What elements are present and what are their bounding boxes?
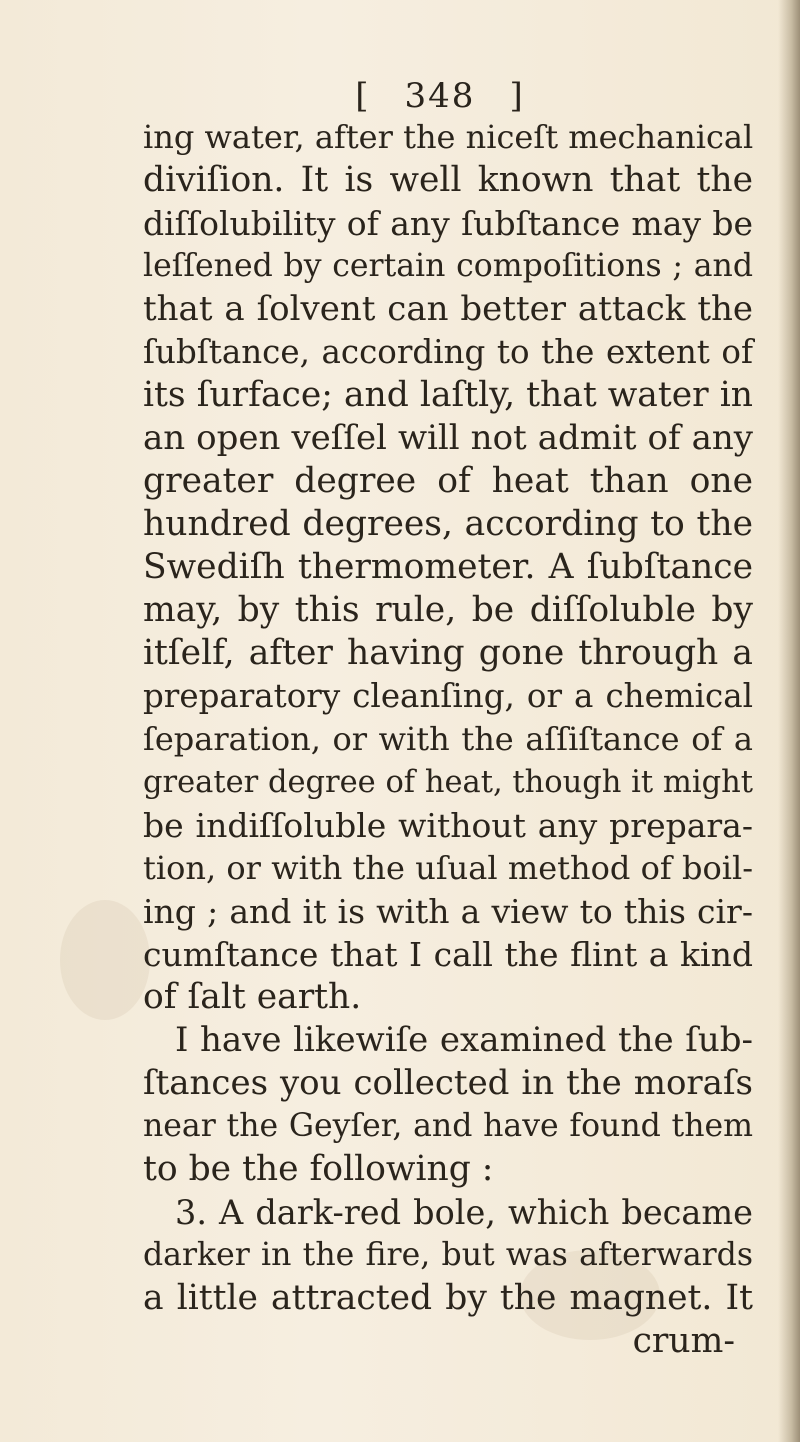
text-line: of ſalt earth. xyxy=(143,977,362,1017)
body-text xyxy=(143,116,753,1363)
text-line: may, by this rule, be diſſoluble by xyxy=(143,590,753,630)
text-line: that a ſolvent can better attack the xyxy=(143,289,753,329)
text-line: to be the following : xyxy=(143,1149,494,1189)
header-right-bracket: ] xyxy=(509,76,525,116)
page-header xyxy=(0,76,800,116)
paragraph-start-line: I have likewiſe examined the ſub- xyxy=(175,1020,753,1060)
text-line: greater degree of heat than one xyxy=(143,461,753,501)
paragraph-start-line: 3. A dark-red bole, which became xyxy=(175,1193,753,1232)
text-line: ſubſtance, according to the extent of xyxy=(143,333,753,371)
text-line: hundred degrees, according to the xyxy=(143,504,753,544)
header-left-bracket: [ xyxy=(355,76,371,116)
text-line: cumſtance that I call the flint a kind xyxy=(143,935,753,974)
text-line: its ſurface; and laſtly, that water in xyxy=(143,375,753,415)
text-line: an open veſſel will not admit of any xyxy=(143,418,753,458)
text-line: near the Geyſer, and have found them xyxy=(143,1108,753,1144)
page-number: 348 xyxy=(404,76,476,116)
text-line: ing ; and it is with a view to this cir- xyxy=(143,892,753,931)
text-line: a little attracted by the magnet. It xyxy=(143,1278,753,1318)
text-line: darker in the fire, but was afterwards xyxy=(143,1237,753,1273)
text-line: be indiſſoluble without any prepara- xyxy=(143,806,753,845)
text-line: leſſened by certain compoſitions ; and xyxy=(143,248,753,284)
text-line: itſelf, after having gone through a xyxy=(143,633,753,673)
text-line: diſſolubility of any ſubſtance may be xyxy=(143,204,753,243)
text-line: greater degree of heat, though it might xyxy=(143,765,753,800)
text-line: preparatory cleanſing, or a chemical xyxy=(143,677,753,715)
text-line: ing water, after the niceſt mechanical xyxy=(143,118,754,156)
text-line: ſeparation, or with the aſſiſtance of a xyxy=(143,720,753,758)
catchword: crum- xyxy=(632,1321,735,1361)
text-line: ſtances you collected in the moraſs xyxy=(143,1063,753,1103)
text-line: Swediſh thermometer. A ſubſtance xyxy=(143,547,753,587)
text-line: tion, or with the uſual method of boil- xyxy=(143,849,753,887)
text-line: diviſion. It is well known that the xyxy=(143,160,753,200)
paper-stain xyxy=(60,900,150,1020)
page-edge-shadow xyxy=(778,0,800,1442)
